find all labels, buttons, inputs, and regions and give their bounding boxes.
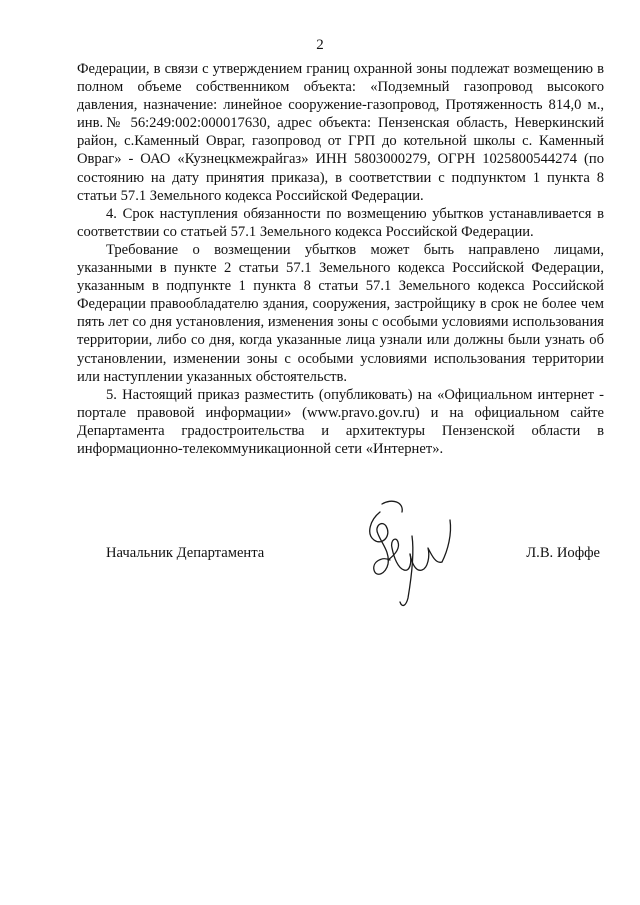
signatory-name: Л.В. Иоффе bbox=[526, 545, 600, 561]
signatory-title: Начальник Департамента bbox=[106, 545, 265, 561]
document-body bbox=[77, 60, 604, 458]
paragraph-item-4: 4. Срок наступления обязанности по возмещению убытков устанавливается в соответствии со статьей 57.1 Земельного кодекса Российской Федерации. bbox=[77, 205, 604, 240]
paragraph-continuation: Федерации, в связи с утверждением границ охранной зоны подлежат возмещению в полном объеме собственником объекта: «Подземный газопровод высокого давления, назначение: линейное сооружение-газопровод, Протяженность 814,0 м., инв.№ 56:249:002:000017630, адрес объекта: Пензенская область, Неверкинский район, с.Каменный Овраг, газопровод от ГРП до котельной школы с. Каменный Овраг» - ОАО «Кузнецкмежрайгаз» ИНН 5803000279, ОГРН 1025800544274 (по состоянию на дату принятия приказа), в соответствии с подпунктом 1 пункта 8 статьи 57.1 Земельного кодекса Российской Федерации. bbox=[77, 61, 604, 204]
handwritten-signature bbox=[352, 490, 462, 610]
paragraph-claim-requirement: Требование о возмещении убытков может быть направлено лицами, указанными в пункте 2 статьи 57.1 Земельного кодекса Российской Федерации, указанным в подпункте 1 пункта 8 статьи 57.1 Земельного кодекса Российской Федерации правообладателю здания, сооружения, застройщику в срок не более чем пять лет со дня установления, изменения зоны с особыми условиями использования территории, либо со дня, когда указанные лица узнали или должны были узнать об установлении, изменении зоны с особыми условиями использования территории или наступлении указанных обстоятельств. bbox=[77, 241, 604, 385]
page-number: 2 bbox=[316, 37, 324, 53]
paragraph-item-5: 5. Настоящий приказ разместить (опубликовать) на «Официальном интернет - портале правовой информации» (www.pravo.gov.ru) и на официальном сайте Департамента градостроительства и архитектуры Пензенской области в информационно-телекоммуникационной сети «Интернет». bbox=[77, 386, 604, 457]
